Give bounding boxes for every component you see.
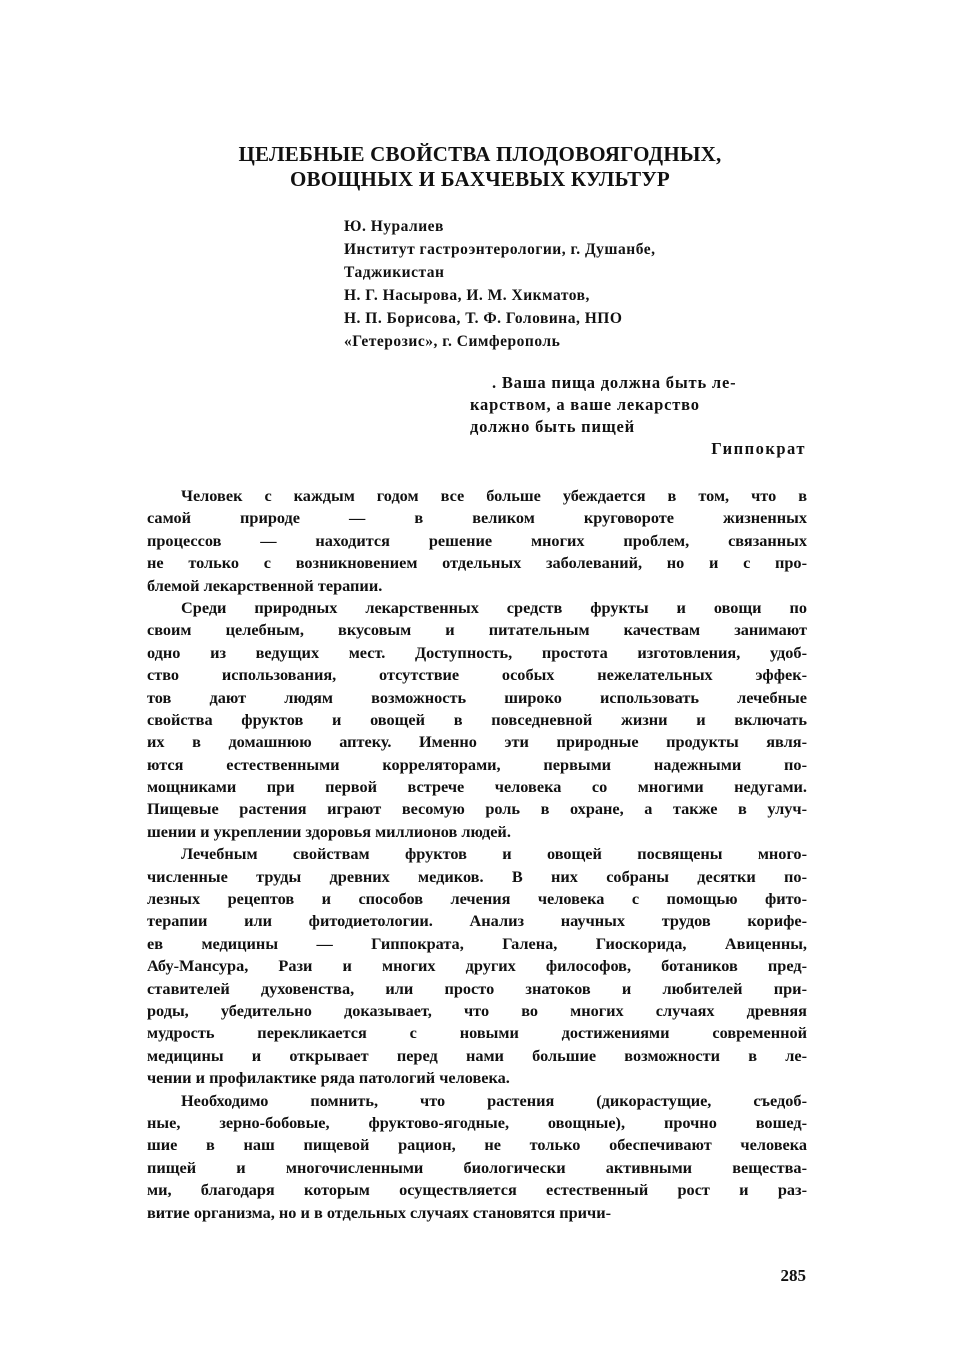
epigraph [470, 372, 806, 460]
text-line: ми, благодаря которым осуществляется естественный рост и раз- [147, 1180, 807, 1200]
text-line: своим целебным, вкусовым и питательным качествам занимают [147, 620, 807, 640]
author-line: Ю. Нуралиев [344, 218, 444, 235]
text-line: медицины и открывает перед нами большие возможности в ле- [147, 1045, 807, 1065]
epigraph-line: должно быть пищей [470, 417, 635, 436]
text-line: Среди природных лекарственных средств фрукты и овощи по [181, 597, 807, 617]
paragraph [147, 597, 807, 843]
text-line: ев медицины — Гиппократа, Галена, Гиоскорида, Авиценны, [147, 933, 807, 953]
page-number: 285 [780, 1266, 806, 1285]
author-line: Институт гастроэнтерологии, г. Душанбе, [344, 241, 656, 258]
text-line: роды, убедительно доказывает, что во многих случаях древняя [147, 1000, 807, 1020]
article-body [147, 485, 807, 1224]
paragraph [147, 1090, 807, 1224]
author-line: Н. Г. Насырова, И. М. Хикматов, [344, 287, 590, 304]
text-line: мудрость перекликается с новыми достижениями современной [147, 1023, 807, 1043]
article-title-line-2: ОВОЩНЫХ И БАХЧЕВЫХ КУЛЬТУР [290, 167, 670, 191]
paragraph [147, 843, 807, 1089]
text-line: Необходимо помнить, что растения (дикорастущие, съедоб- [181, 1090, 807, 1110]
text-line: шие в наш пищевой рацион, не только обеспечивают человека [147, 1135, 807, 1155]
text-line: мощниками при первой встрече человека со многими недугами. [147, 777, 807, 797]
text-line: Человек с каждым годом все больше убеждается в том, что в [181, 486, 807, 505]
text-line: пищей и многочисленными биологически активными вещества- [147, 1157, 807, 1177]
text-line: блемой лекарственной терапии. [147, 575, 383, 595]
text-line: ные, зерно-бобовые, фруктово-ягодные, овощные), прочно вошед- [147, 1112, 807, 1132]
text-line: их в домашнюю аптеку. Именно эти природные продукты явля- [147, 732, 807, 752]
epigraph-line: карством, а ваше лекарство [470, 395, 700, 414]
text-line: ставителей духовенства, или просто знатоков и любителей при- [147, 978, 807, 998]
text-line: ются естественными корреляторами, первыми надежными по- [147, 754, 807, 774]
article-title-line-1: ЦЕЛЕБНЫЕ СВОЙСТВА ПЛОДОВОЯГОДНЫХ, [238, 142, 722, 166]
author-line: «Гетерозис», г. Симферополь [344, 333, 561, 350]
text-line: чении и профилактике ряда патологий человека. [147, 1068, 510, 1088]
epigraph-line: . Ваша пища должна быть ле- [492, 373, 737, 392]
text-line: шении и укреплении здоровья миллионов людей. [147, 821, 511, 841]
text-line: процессов — находится решение многих проблем, связанных [147, 530, 807, 550]
text-line: свойства фруктов и овощей в повседневной жизни и включать [147, 709, 807, 729]
epigraph-author: Гиппократ [711, 439, 806, 458]
text-line: не только с возникновением отдельных заболеваний, но и с про- [147, 553, 807, 573]
text-line: самой природе — в великом круговороте жизненных [147, 508, 807, 528]
text-line: Лечебным свойствам фруктов и овощей посвящены много- [181, 844, 807, 864]
text-line: ство использования, отсутствие особых нежелательных эффек- [147, 665, 807, 685]
author-line: Таджикистан [344, 264, 445, 281]
author-block [344, 215, 824, 353]
text-line: Пищевые растения играют весомую роль в охране, а также в улуч- [147, 799, 807, 819]
text-line: Абу-Мансура, Рази и многих других философов, ботаников пред- [147, 956, 807, 976]
article-title [150, 142, 810, 192]
author-line: Н. П. Борисова, Т. Ф. Головина, НПО [344, 310, 623, 327]
text-line: тов дают людям возможность широко использовать лечебные [147, 687, 807, 707]
text-line: лезных рецептов и способов лечения человека с помощью фито- [147, 889, 807, 909]
text-line: численные труды древних медиков. В них собраны десятки по- [147, 866, 807, 886]
text-line: витие организма, но и в отдельных случаях становятся причи- [147, 1202, 612, 1222]
paragraph [147, 485, 807, 597]
text-line: терапии или фитодиетологии. Анализ научных трудов корифе- [147, 911, 807, 931]
text-line: одно из ведущих мест. Доступность, простота изготовления, удоб- [147, 642, 807, 662]
